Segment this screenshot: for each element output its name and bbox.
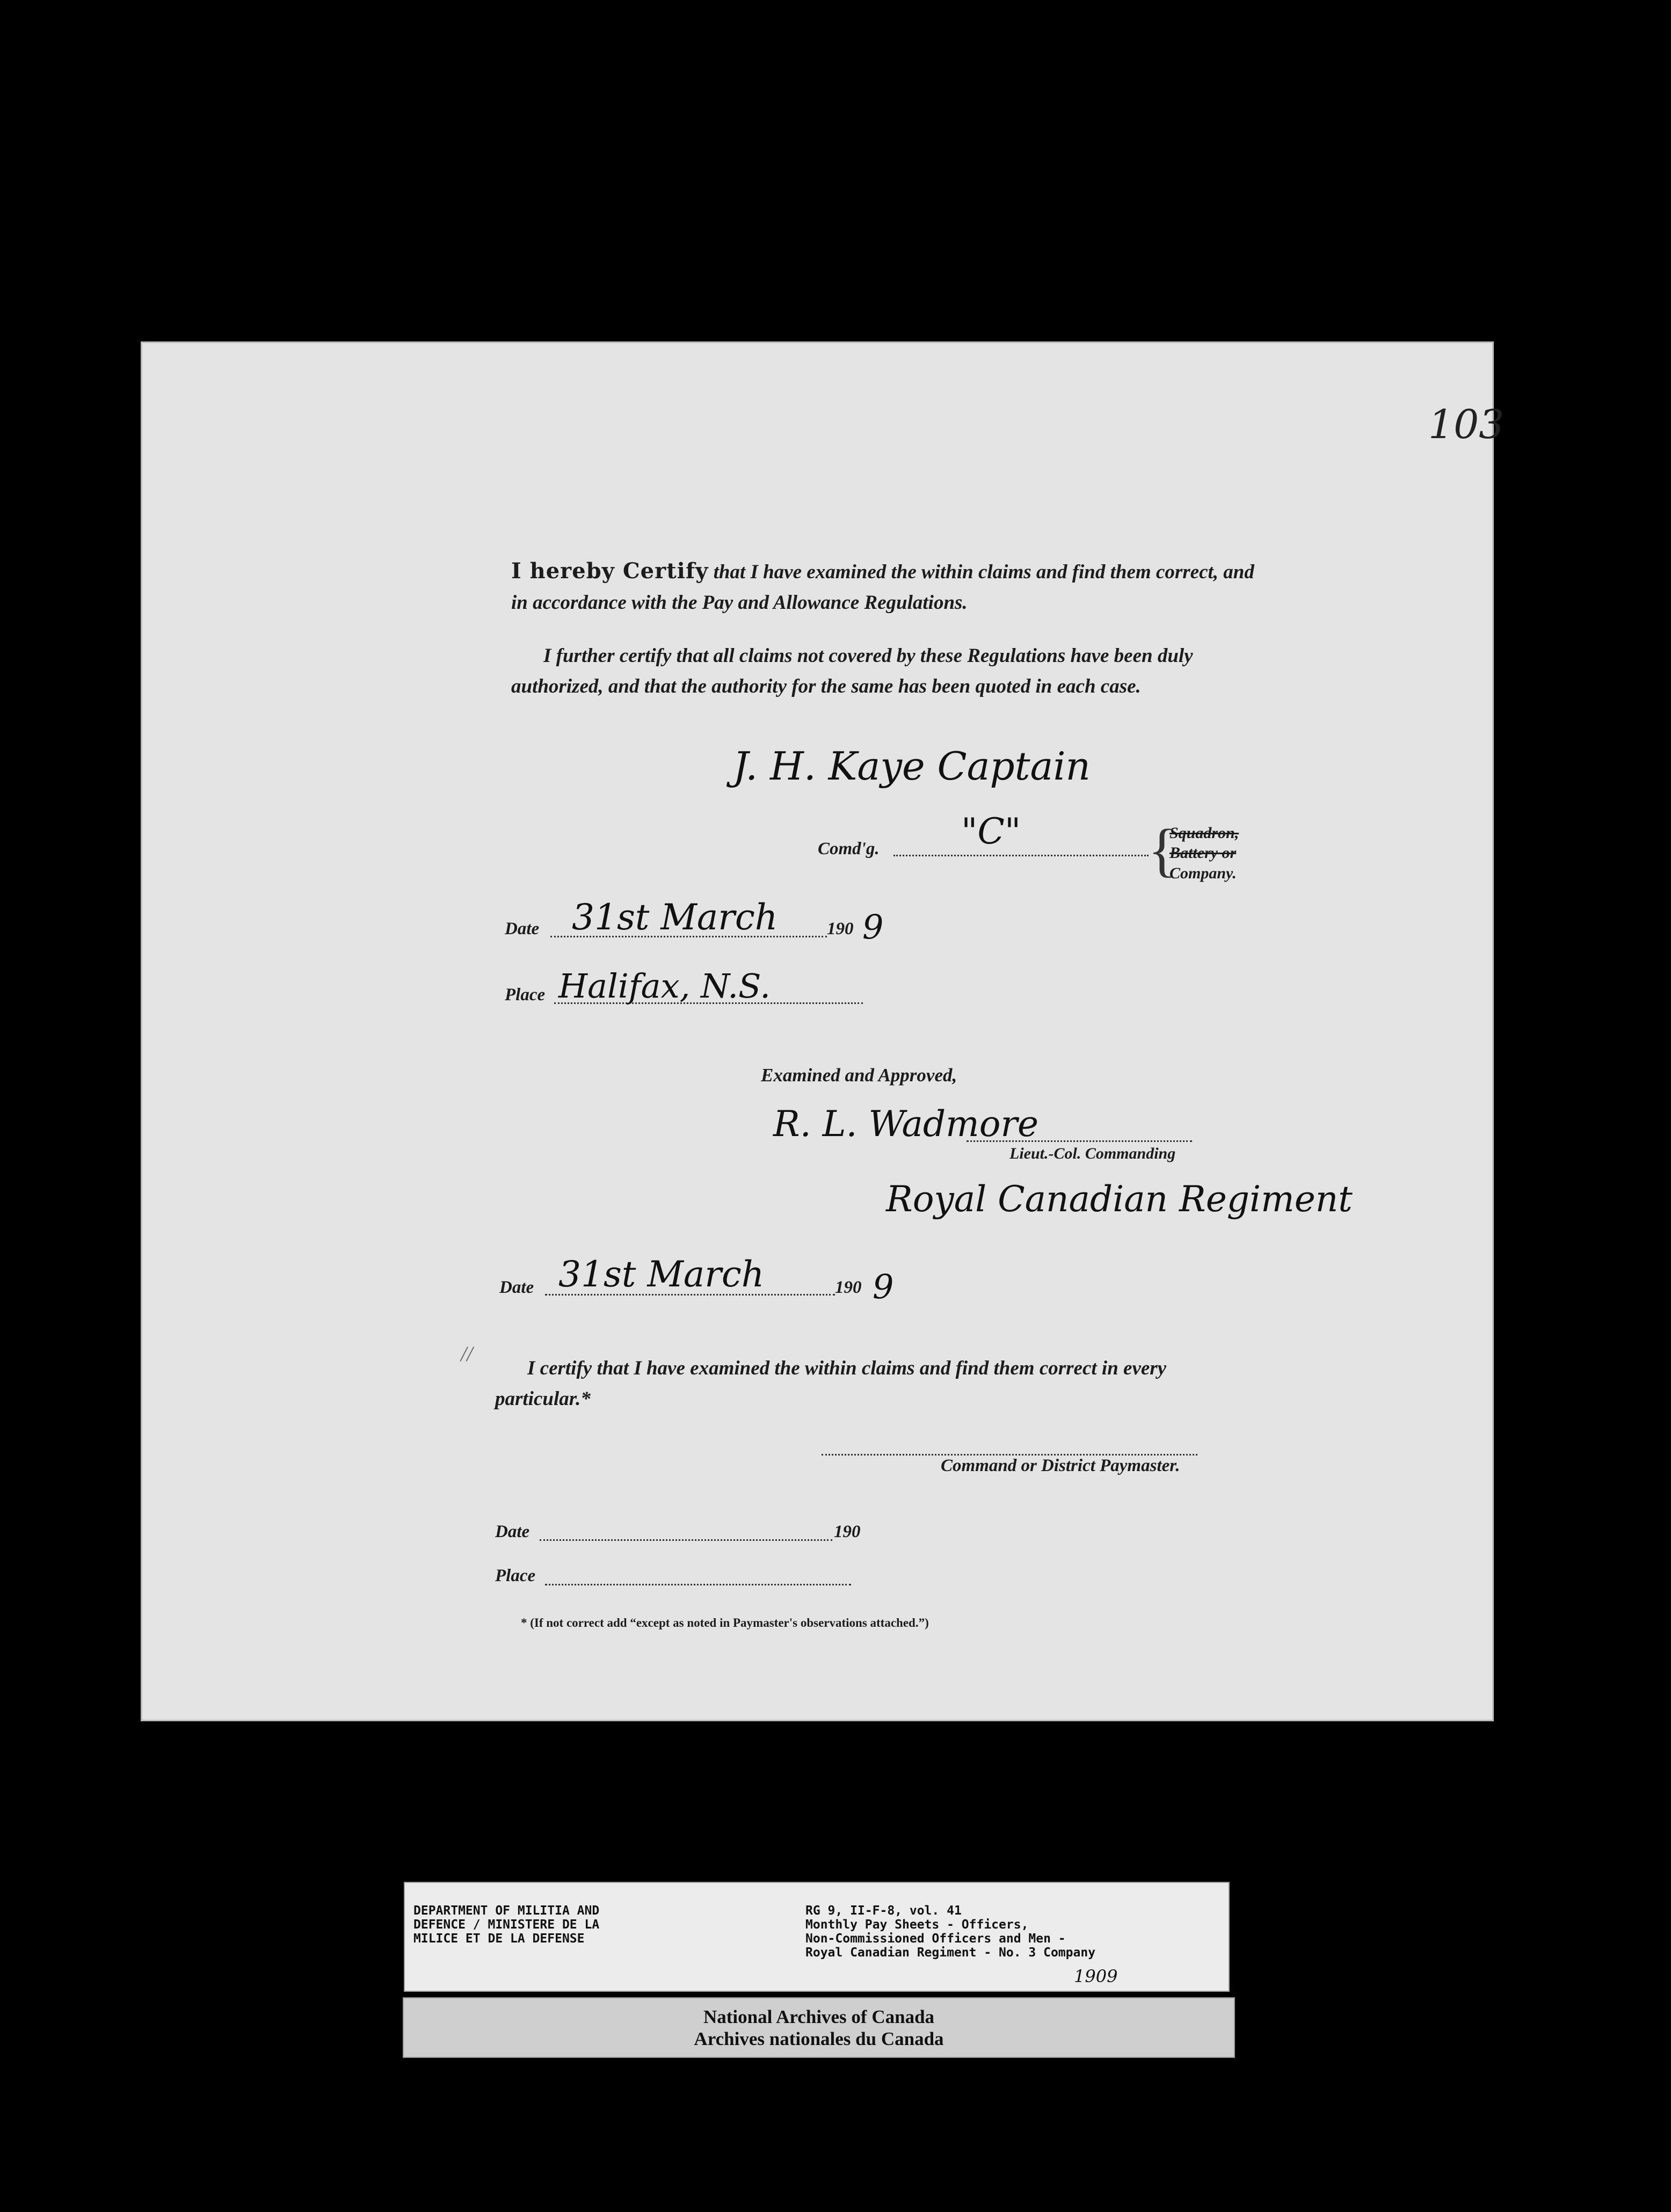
department-name (413, 1904, 599, 1946)
pencil-mark: // (461, 1342, 473, 1366)
archive-label (403, 1997, 1235, 2058)
certification-paragraph (511, 556, 1274, 618)
record-year: 1909 (1074, 1966, 1118, 1987)
comdg-line (893, 855, 1149, 856)
unit-brace: { (1148, 817, 1176, 883)
department-line: DEPARTMENT OF MILITIA AND (413, 1904, 600, 1918)
record-line: RG 9, II-F-8, vol. 41 (805, 1904, 962, 1918)
year-prefix-2: 190 (835, 1278, 862, 1297)
squadron-label: Squadron, (1169, 824, 1239, 842)
record-reference (805, 1904, 1095, 1960)
department-line: MILICE ET DE LA DEFENSE (413, 1932, 585, 1946)
battery-label: Battery or (1169, 844, 1237, 862)
year-prefix: 190 (827, 919, 854, 938)
certify-text: that I have examined the within claims and find them correct, and in accordance with the Pay and Allowance Regulations. (511, 561, 1254, 614)
certify-heading: I hereby Certify (511, 558, 709, 584)
page-number: 103 (1428, 402, 1505, 448)
footnote: * (If not correct add “except as noted in Paymaster's observations attached.”) (521, 1616, 929, 1629)
captain-signature: J. H. Kaye Captain (733, 744, 1091, 789)
year-handwritten-2: 9 (873, 1267, 894, 1306)
paymaster-certify-paragraph: I certify that I have examined the within claims and find them correct in every particular.* (495, 1357, 1167, 1410)
place-value: Halifax, N.S. (558, 966, 771, 1006)
year-handwritten: 9 (862, 907, 884, 947)
record-line: Monthly Pay Sheets - Officers, (805, 1918, 1029, 1932)
further-certify-paragraph: I further certify that all claims not covered by these Regulations have been duly authorized, and that the authority for the same has been quoted in each case. (511, 645, 1193, 697)
record-line: Royal Canadian Regiment - No. 3 Company (805, 1946, 1096, 1960)
colonel-title: Lieut.-Col. Commanding (1009, 1145, 1176, 1162)
comdg-label: Comd'g. (818, 839, 880, 858)
place-label: Place (505, 985, 546, 1005)
date-label-2: Date (499, 1278, 534, 1297)
archive-name-en: National Archives of Canada (703, 2006, 935, 2027)
date-value-2: 31st March (558, 1254, 765, 1295)
signature-line (967, 1140, 1192, 1142)
document-page (141, 341, 1494, 1721)
date-value: 31st March (572, 897, 778, 938)
regiment-name: Royal Canadian Regiment (886, 1178, 1353, 1220)
colonel-signature: R. L. Wadmore (773, 1103, 1039, 1145)
date-label-3: Date (495, 1522, 530, 1541)
examined-label: Examined and Approved, (761, 1065, 957, 1086)
place-label-3: Place (495, 1566, 536, 1585)
date-line-3 (540, 1539, 832, 1541)
record-line: Non-Commissioned Officers and Men - (805, 1932, 1066, 1946)
date-label: Date (505, 919, 540, 938)
year-prefix-3: 190 (834, 1522, 861, 1541)
paymaster-title: Command or District Paymaster. (941, 1456, 1180, 1475)
company-label: Company. (1169, 864, 1237, 882)
archive-name-fr: Archives nationales du Canada (694, 2028, 944, 2049)
department-line: DEFENCE / MINISTERE DE LA (413, 1918, 600, 1932)
place-line-3 (545, 1584, 851, 1585)
paymaster-signature-line (822, 1454, 1197, 1456)
comdg-value: "C" (961, 811, 1021, 852)
